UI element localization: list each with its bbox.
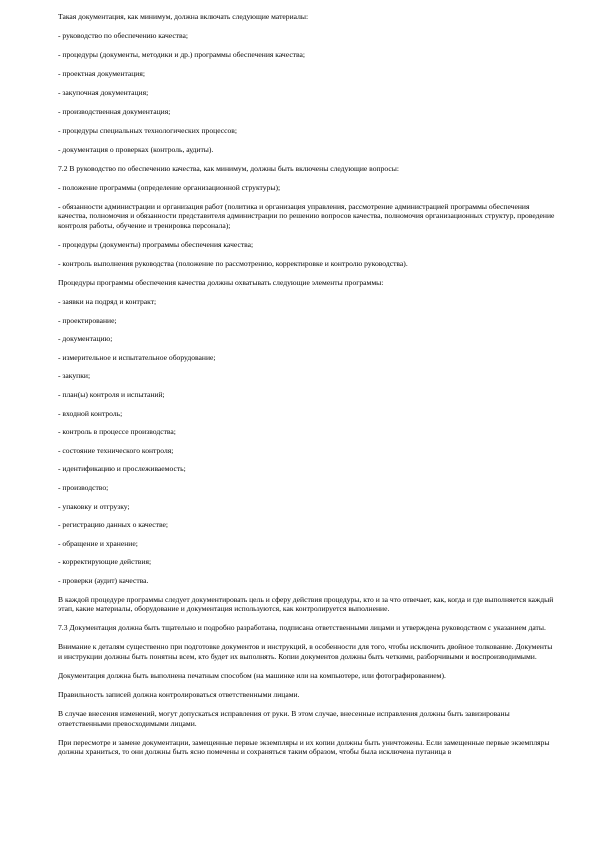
list-item: - закупки; xyxy=(58,371,91,381)
list-item: - закупочная документация; xyxy=(58,87,149,97)
list-item: - входной контроль; xyxy=(58,408,123,418)
list-item: - производство; xyxy=(58,482,109,492)
list-item: - регистрацию данных о качестве; xyxy=(58,520,169,530)
list-item: - план(ы) контроля и испытаний; xyxy=(58,389,165,399)
document-body xyxy=(58,12,558,766)
list-item: - измерительное и испытательное оборудование; xyxy=(58,352,216,362)
list-item: - обязанности администрации и организация работ (политика и организация управления, рассмотрение администрацией программы обеспечения качества, полномочия и обязанности представителя администрации по решению вопросов качества, полномочия организационных структур, проведение контроля работы, обучение и тренировка персонала); xyxy=(58,201,555,231)
paragraph: Документация должна быть выполнена печатным способом (на машинке или на компьютере, или фотографированием). xyxy=(58,671,446,680)
list-item: - проектирование; xyxy=(58,315,117,325)
list-item: - процедуры (документы, методики и др.) программы обеспечения качества; xyxy=(58,49,305,59)
paragraph: Такая документация, как минимум, должна включать следующие материалы: xyxy=(58,12,309,21)
paragraph: При пересмотре и замене документации, замещенные первые экземпляры и их копии должны быть уничтожены. Если замещенные первые экземпляры должны храниться, то они должны быть ясно помечены и сохраняться таким образом, чтобы была исключена путаница в xyxy=(58,737,550,757)
paragraph: В случае внесения изменений, могут допускаться исправления от руки. В этом случае, внесенные исправления должны быть завизированы ответственными превосходимыми лицами. xyxy=(58,708,510,728)
list-item: - процедуры (документы) программы обеспечения качества; xyxy=(58,240,254,250)
list-item: - производственная документация; xyxy=(58,106,171,116)
list-item: - идентификацию и прослеживаемость; xyxy=(58,464,186,474)
list-item: - документацию; xyxy=(58,334,113,344)
list-item: - состояние технического контроля; xyxy=(58,445,174,455)
list-item: - корректирующие действия; xyxy=(58,557,152,567)
section-paragraph: 7.3 Документация должна быть тщательно и подробно разработана, подписана ответственными лицами и утверждена руководством с указанием даты. xyxy=(58,623,546,633)
section-paragraph: 7.2 В руководство по обеспечению качества, как минимум, должны быть включены следующие вопросы: xyxy=(58,163,399,173)
paragraph: Внимание к деталям существенно при подготовке документов и инструкций, в особенности для того, чтобы исключить двойное толкование. Документы и инструкции должны быть понятны всем, кто будет их выполнять. Копии документов должны быть четкими, разборчивыми и воспроизводимыми. xyxy=(58,642,553,662)
list-item: - проектная документация; xyxy=(58,68,145,78)
list-item: - документация о проверках (контроль, аудиты). xyxy=(58,144,214,154)
paragraph: В каждой процедуре программы следует документировать цель и сферу действия процедуры, кто и за что отвечает, как, когда и где выполняется каждый этап, какие материалы, оборудование и документация используются, как контролируется выполнение. xyxy=(58,594,554,614)
list-item: - заявки на подряд и контракт; xyxy=(58,296,157,306)
list-item: - руководство по обеспечению качества; xyxy=(58,30,188,40)
list-item: - проверки (аудит) качества. xyxy=(58,575,149,585)
list-item: - упаковку и отгрузку; xyxy=(58,501,130,511)
paragraph: Правильность записей должна контролироваться ответственными лицами. xyxy=(58,689,300,699)
paragraph: Процедуры программы обеспечения качества должны охватывать следующие элементы программы: xyxy=(58,277,384,287)
list-item: - обращение и хранение; xyxy=(58,538,138,548)
list-item: - процедуры специальных технологических процессов; xyxy=(58,125,237,135)
list-item: - контроль выполнения руководства (положение по рассмотрению, корректировке и контролю руководства). xyxy=(58,259,408,268)
list-item: - положение программы (определение организационной структуры); xyxy=(58,182,281,192)
list-item: - контроль в процессе производства; xyxy=(58,427,176,437)
